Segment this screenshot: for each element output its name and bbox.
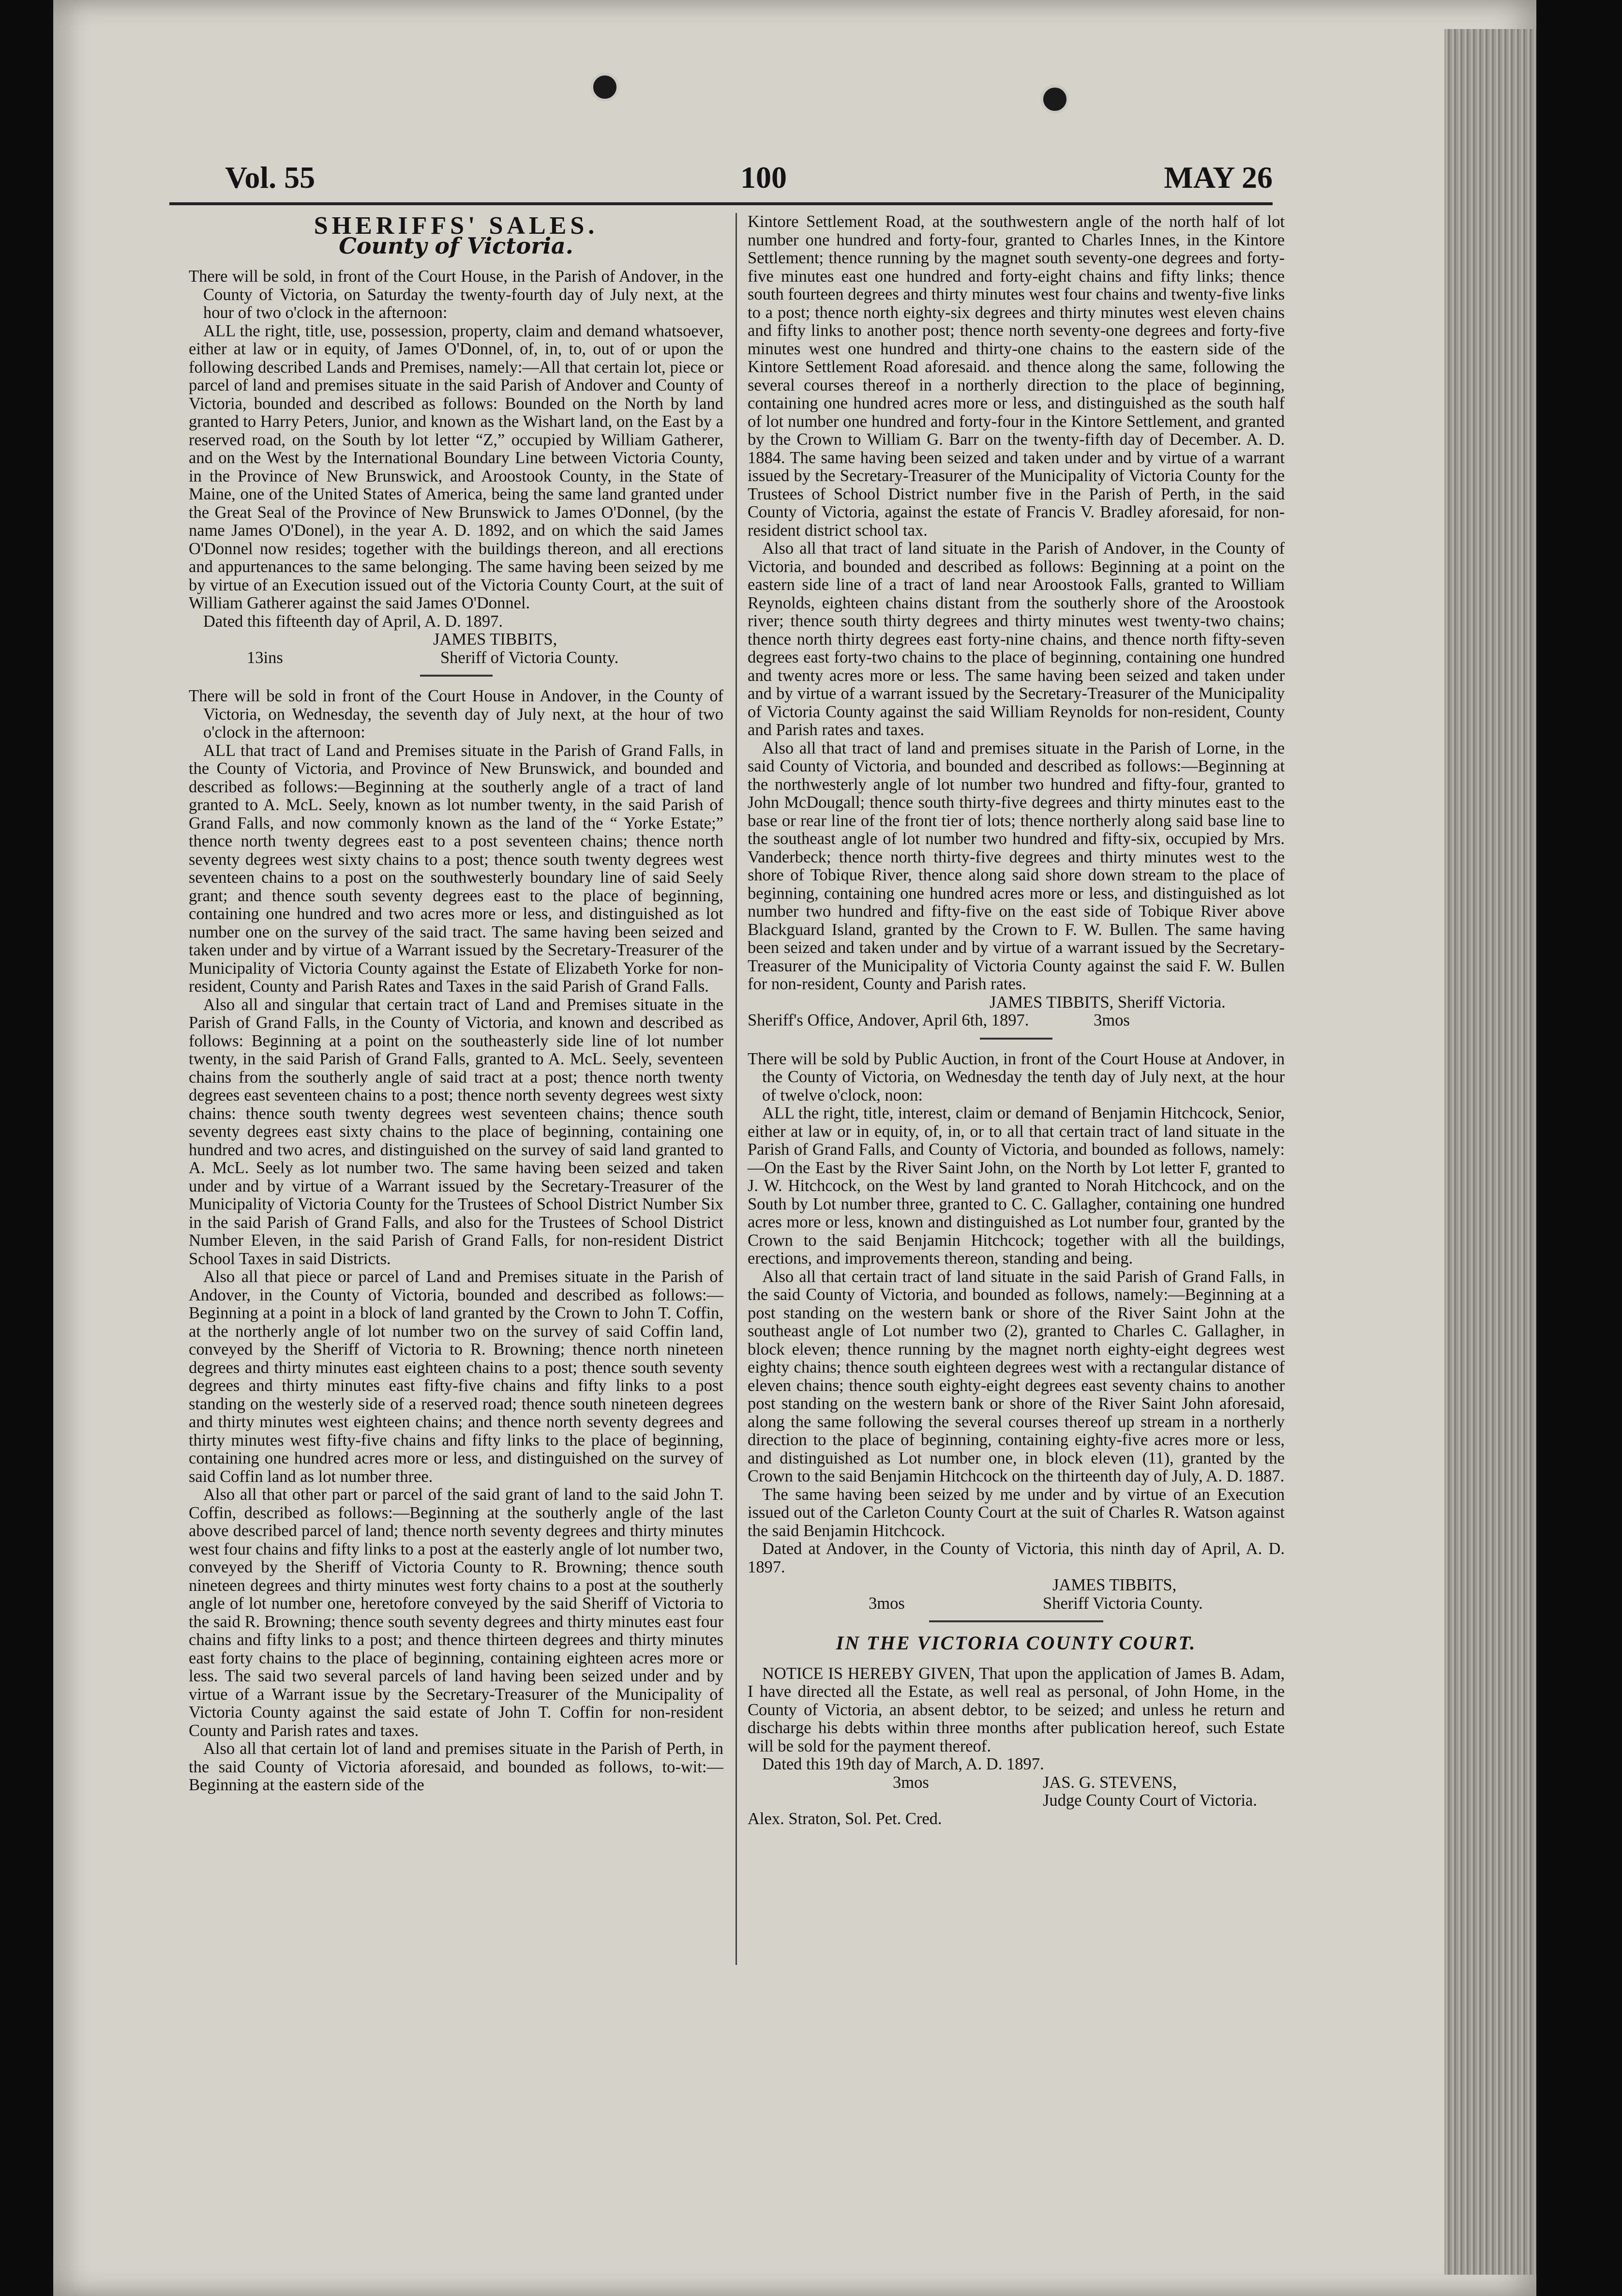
notice-intro: There will be sold in front of the Court House in Andover, in the County of Victoria, on Wednesday, the seventh day of July next, at the hour of two o'clock in the afternoon: [189,687,723,741]
signature-row [748,1792,1285,1810]
insertion-count: 13ins [247,648,283,667]
judge-name: JAS. G. STEVENS, [1043,1773,1177,1792]
sheriff-title: Sheriff of Victoria County. [440,648,619,667]
punch-hole [1040,85,1069,114]
signature-row [189,649,723,667]
judge-title: Judge County Court of Victoria. [1043,1791,1257,1810]
left-column [189,213,723,1795]
right-column [748,213,1285,1828]
signature-row [748,1774,1285,1792]
signature-row [748,1012,1285,1030]
notice-paragraph: The same having been seized by me under and by virtue of an Execution issued out of the Carleton County Court at the suit of Charles R. Watson against the said Benjamin Hitchcock. [748,1485,1285,1540]
sheriff-signature: JAMES TIBBITS, Sheriff Victoria. [990,993,1226,1012]
notice-paragraph: NOTICE IS HEREBY GIVEN, That upon the application of James B. Adam, I have directed all the Estate, as well real as personal, of John Home, in the County of Victoria, an absent debtor, to be seized; and unless he return and discharge his debts within three months after publication hereof, such Estate will be sold for the payment thereof. [748,1664,1285,1755]
page-number: 100 [740,160,787,195]
sheriff-name: JAMES TIBBITS, [1052,1576,1177,1594]
notice-paragraph: ALL that tract of Land and Premises situate in the Parish of Grand Falls, in the County of Victoria, and Province of New Brunswick, and bounded and described as follows:—Beginning at the southerly angle of a tract of land granted to A. McL. Seely, known as lot number twenty, in the said Parish of Grand Falls, and now commonly known as the land of the “ Yorke Estate;” thence north twenty degrees east to a post seventeen chains; thence north seventy degrees west sixty chains to a post; thence south twenty degrees west seventeen chains to a post on the southwesterly boundary line of said Seely grant; and thence south seventy degrees east to the place of beginning, containing one hundred and two acres more or less, and distinguished as lot number one on the survey of the said tract. The same having been seized and taken under and by virtue of a Warrant issued by the Secretary-Treasurer of the Municipality of Victoria County against the Estate of Elizabeth Yorke for non-resident, County and Parish Rates and Taxes in the said Parish of Grand Falls. [189,741,723,996]
notice-paragraph: Also all that certain lot of land and premises situate in the Parish of Perth, in the said County of Victoria aforesaid, and bounded as follows, to-wit:—Beginning at the eastern side of the [189,1739,723,1794]
notice-separator [420,675,493,677]
section-title: SHERIFFS' SALES. [314,212,599,240]
notice-dated: Dated this 19th day of March, A. D. 1897. [762,1755,1044,1773]
notice-intro: There will be sold by Public Auction, in front of the Court House at Andover, in the County of Victoria, on Wednesday the tenth day of July next, at the hour of twelve o'clock, noon: [748,1049,1285,1104]
sheriff-office: Sheriff's Office, Andover, April 6th, 1897. [748,1011,1029,1029]
sheriff-title: Sheriff Victoria County. [1043,1594,1203,1613]
notice-paragraph: Also all that certain tract of land situate in the said Parish of Grand Falls, in the said County of Victoria, and bounded as follows, namely:—Beginning at a post standing on the western bank or shore of the River Saint John at the southeast angle of Lot number two (2), granted to Charles C. Gallagher, in block eleven; thence running by the magnet north eighty-eight degrees west eighty chains; thence south eighteen degrees west with a rectangular distance of eleven chains; thence south eighty-eight degrees east seventy chains to another post standing on the western bank or shore of the River Saint John aforesaid, along the same following the several courses thereof up stream in a northerly direction to the place of beginning, containing eighty-five acres more or less, and distinguished as Lot number one, in block eleven (11), granted by the Crown to the said Benjamin Hitchcock on the thirteenth day of July, A. D. 1887. [748,1267,1285,1485]
notice-paragraph: Also all and singular that certain tract of Land and Premises situate in the Parish of Grand Falls, in the County of Victoria, and known and described as follows: Beginning at a point on the southeasterly side line of lot number twenty, in the said Parish of Grand Falls, granted to A. McL. Seely, seventeen chains from the southerly angle of said tract at a post; thence north twenty degrees east seventeen chains to a post; thence north seventy degrees west sixty chains: thence south twenty degrees west seventeen chains; thence south seventy degrees east sixty chains to the place of beginning, containing one hundred and two acres, and distinguished on the survey of said land granted to A. McL. Seely as lot number two. The same having been seized and taken under and by virtue of a Warrant issued by the Secretary-Treasurer of the Municipality of Victoria County for the Trustees of School District Number Six in the said Parish of Grand Falls, and also for the Trustees of School District Number Eleven, in the said Parish of Grand Falls, for non-resident District School Taxes in said Districts. [189,995,723,1268]
court-notice-title: IN THE VICTORIA COUNTY COURT. [836,1632,1197,1654]
sheriff-name: JAMES TIBBITS, [433,630,557,649]
notice-paragraph: Also all that piece or parcel of Land and Premises situate in the Parish of Andover, in the County of Victoria, bounded and described as follows:—Beginning at a point in a block of land granted by the Crown to John T. Coffin, at the northerly angle of lot number two on the survey of said Coffin land, conveyed by the Sheriff of Victoria to R. Browning; thence north nineteen degrees and thirty minutes east eighteen chains to a post; thence south seventy degrees and thirty minutes east fifty-five chains and fifty links to a post standing on the westerly side of a reserved road; thence south nineteen degrees and thirty minutes west eighteen chains; and thence north seventy degrees and thirty minutes west fifty-five chains and fifty links to the place of beginning, containing one hundred acres more or less, and distinguished on the survey of said Coffin land as lot number three. [189,1268,723,1486]
signature-row [748,1595,1285,1613]
notice-paragraph: Also all that tract of land situate in the Parish of Andover, in the County of Victoria, and bounded and described as follows: Beginning at a point on the eastern side line of a tract of land near Aroostook Falls, granted to William Reynolds, eighteen chains distant from the southerly shore of the Aroostook river; thence south thirty degrees and thirty minutes west twenty-two chains; thence north thirty degrees east forty-nine chains, and thence north fifty-seven degrees east forty-two chains to the place of beginning, containing one hundred and twenty acres more or less. The same having been seized and taken under and by virtue of a warrant issued by the Secretary-Treasurer of the Municipality of Victoria County against the said William Reynolds for non-resident, County and Parish rates and taxes. [748,539,1285,739]
county-title: County of Victoria. [339,232,573,259]
notice-dated: Dated at Andover, in the County of Victoria, this ninth day of April, A. D. 1897. [748,1540,1285,1576]
issue-date: MAY 26 [1164,160,1273,195]
months-count: 3mos [893,1773,929,1792]
page-header [169,155,1273,213]
column-divider [736,213,737,1965]
signature-row [189,631,723,649]
volume-label: Vol. 55 [225,160,315,195]
notice-dated: Dated this fifteenth day of April, A. D. 1897. [203,612,503,631]
header-rule [169,202,1273,205]
notice-paragraph: ALL the right, title, use, possession, property, claim and demand whatsoever, either at law or in equity, of James O'Donnel, of, in, to, out of or upon the following described Lands and Premises, namely:—All that certain lot, piece or parcel of land and premises situate in the said Parish of Andover and County of Victoria, bounded and described as follows: Bounded on the North by land granted to Harry Peters, Junior, and known as the Wishart land, on the East by a reserved road, on the South by lot letter “Z,” occupied by William Gatherer, and on the West by the International Boundary Line between Victoria County, in the Province of New Brunswick, and Aroostook County, in the State of Maine, one of the United States of America, being the same land granted under the Great Seal of the Province of New Brunswick to James O'Donnel, (by the name James O'Donel), in the year A. D. 1892, and on which the said James O'Donnel now resides; together with the buildings thereon, and all erections and appurtenances to the same belonging. The same having been seized by me by virtue of an Execution issued out of the Victoria County Court, at the suit of William Gatherer against the said James O'Donnel. [189,321,723,612]
notice-intro: There will be sold, in front of the Court House, in the Parish of Andover, in the County of Victoria, on Saturday the twenty-fourth day of July next, at the hour of two o'clock in the afternoon: [189,267,723,322]
months-count: 3mos [869,1594,905,1613]
signature-row [748,1810,1285,1828]
signature-row [748,994,1285,1012]
punch-hole [590,73,619,102]
notice-paragraph: ALL the right, title, interest, claim or demand of Benjamin Hitchcock, Senior, either at law or in equity, of, in, or to all that certain tract of land situate in the Parish of Grand Falls, and County of Victoria, and bounded as follows, namely:—On the East by the River Saint John, on the North by Lot letter F, granted to J. W. Hitchcock, on the West by land granted to Norah Hitchcock, and on the South by Lot number three, granted to C. C. Gallagher, containing one hundred acres more or less, known and distinguished as Lot number four, granted by the Crown to the said Benjamin Hitchcock; together with all the buildings, erections, and improvements thereon, standing and being. [748,1104,1285,1268]
page-binding-edge [1444,29,1536,2275]
notice-separator [929,1620,1103,1622]
notice-paragraph: Also all that other part or parcel of the said grant of land to the said John T. Coffin, described as follows:—Beginning at the southerly angle of the last above described parcel of land; thence north seventy degrees and thirty minutes west four chains and fifty links to a post at the easterly angle of lot number two, conveyed by the Sheriff of Victoria County to R. Browning; thence south nineteen degrees and thirty minutes west forty chains to a post at the southerly angle of lot number one, heretofore conveyed by the said Sheriff of Victoria to the said R. Browning; thence south seventy degrees and thirty minutes east four chains and fifty links to a post; and thence thirteen degrees and thirty minutes east forty chains to the place of beginning, containing eighteen acres more or less. The said two several parcels of land having been seized under and by virtue of a Warrant issue by the Secretary-Treasurer of the Municipality of Victoria County against the said estate of John T. Coffin for non-resident County and Parish rates and taxes. [189,1485,723,1740]
notice-separator [980,1038,1052,1040]
months-count: 3mos [1094,1011,1130,1029]
notice-paragraph: Kintore Settlement Road, at the southwestern angle of the north half of lot number one hundred and forty-four, granted to Charles Innes, in the Kintore Settlement; thence running by the magnet south seventy-one degrees and forty-five minutes east one hundred and forty-eight chains and fifty links; thence south fourteen degrees and thirty minutes west four chains and twenty-five links to a post; thence north eighty-six degrees and thirty minutes west eleven chains and fifty links to another post; thence north seventy-one degrees and forty-five minutes west one hundred and thirty-one chains to the eastern side of the Kintore Settlement Road aforesaid. and thence along the same, following the several courses thereof in a northerly direction to the place of beginning, containing one hundred acres more or less, and distinguished as the south half of lot number one hundred and forty-four in the Kintore Settlement, and granted by the Crown to William G. Barr on the twenty-fifth day of December. A. D. 1884. The same having been seized and taken under and by virtue of a warrant issued by the Secretary-Treasurer of the Municipality of Victoria County for the Trustees of School District number five in the Parish of Perth, in the said County of Victoria, against the estate of Francis V. Bradley aforesaid, for non-resident district school tax. [748,212,1285,540]
solicitor-credit: Alex. Straton, Sol. Pet. Cred. [748,1809,942,1828]
signature-row [748,1576,1285,1595]
notice-paragraph: Also all that tract of land and premises situate in the Parish of Lorne, in the said County of Victoria, and bounded and described as follows:—Beginning at the northwesterly angle of lot number two hundred and fifty-four, granted to John McDougall; thence south thirty-five degrees and thirty minutes east to the base or rear line of the front tier of lots; thence northerly along said base line to the southeast angle of lot number two hundred and fifty-six, occupied by Mrs. Vanderbeck; thence north thirty-five degrees and thirty minutes west to the shore of Tobique River, thence along said shore down stream to the place of beginning, containing one hundred acres more or less, and distinguished as lot number two hundred and fifty-five on the east side of Tobique River above Blackguard Island, granted by the Crown to F. W. Bullen. The same having been seized and taken under and by virtue of a warrant issued by the Secretary-Treasurer of the Municipality of Victoria County against the said F. W. Bullen for non-resident, County and Parish rates. [748,739,1285,993]
